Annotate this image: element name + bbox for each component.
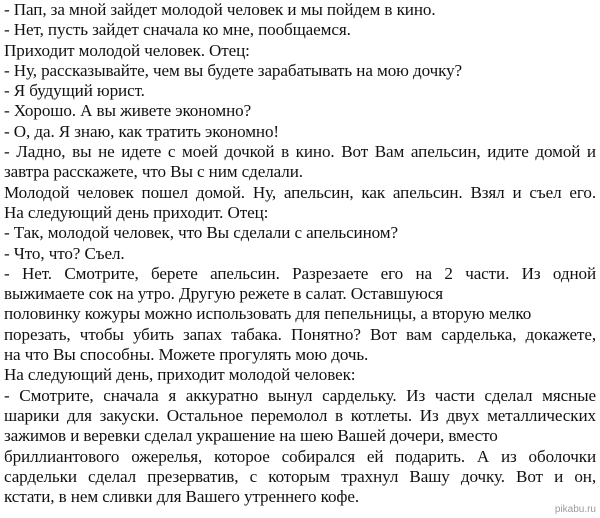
text-line: бриллиантового ожерелья, которое собирался ей подарить. А из оболочки: [4, 446, 596, 466]
text-line: - О, да. Я знаю, как тратить экономно!: [4, 121, 279, 141]
text-line: На следующий день приходит. Отец:: [4, 202, 269, 222]
text-line: порезать, чтобы убить запах табака. Понятно? Вот вам сарделька, докажете,: [4, 324, 596, 344]
text-line: - Нет, пусть зайдет сначала ко мне, пообщаемся.: [4, 20, 351, 40]
text-line: - Хорошо. А вы живете экономно?: [4, 101, 252, 121]
text-line: На следующий день, приходит молодой человек:: [4, 365, 356, 385]
text-line: - Нет. Смотрите, берете апельсин. Разрезаете его на 2 части. Из одной: [4, 263, 596, 283]
text-line: кстати, в нем сливки для Вашего утреннего кофе.: [4, 487, 360, 507]
text-line: - Так, молодой человек, что Вы сделали с апельсином?: [4, 223, 398, 243]
text-line: Молодой человек пошел домой. Ну, апельсин, как апельсин. Взял и съел его.: [4, 182, 596, 202]
text-line: Приходит молодой человек. Отец:: [4, 40, 250, 60]
text-line: сардельки сделал презерватив, с которым трахнул Вашу дочку. Вот и он,: [4, 466, 596, 486]
text-line: завтра расскажете, что Вы с ним сделали.: [4, 162, 303, 182]
text-line: - Пап, за мной зайдет молодой человек и мы пойдем в кино.: [4, 0, 436, 19]
text-line: выжимаете сок на утро. Другую режете в салат. Оставшуюся: [4, 284, 443, 304]
text-line: на что Вы способны. Можете прогулять мою дочь.: [4, 345, 369, 365]
text-line: шарики для закуски. Остальное перемолол в котлеты. Из двух металлических: [4, 405, 596, 425]
text-line: - Я будущий юрист.: [4, 81, 145, 101]
text-line: - Что, что? Съел.: [4, 243, 125, 263]
text-line: половинку кожуры можно использовать для пепельницы, а вторую мелко: [4, 304, 532, 324]
watermark: pikabu.ru: [554, 504, 596, 515]
text-line: - Ладно, вы не идете с моей дочкой в кино. Вот Вам апельсин, идите домой и: [4, 142, 596, 162]
text-line: - Смотрите, сначала я аккуратно вынул сардельку. Из части сделал мясные: [4, 385, 596, 405]
text-line: - Ну, рассказывайте, чем вы будете зарабатывать на мою дочку?: [4, 60, 463, 80]
joke-text: [4, 0, 596, 507]
text-line: зажимов и веревки сделал украшение на шею Вашей дочери, вместо: [4, 426, 498, 446]
